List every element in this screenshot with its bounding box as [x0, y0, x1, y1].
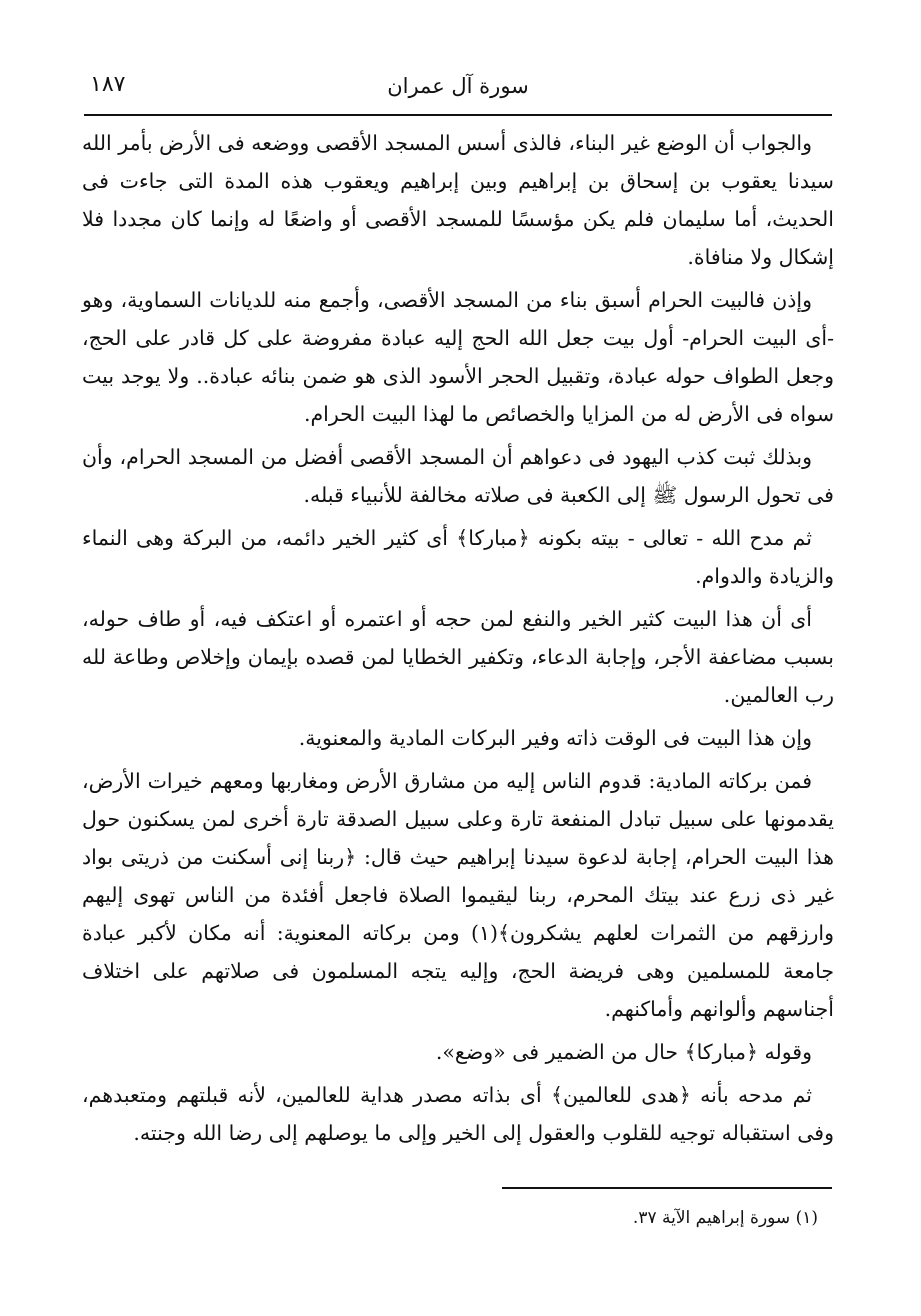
paragraph: ثم مدحه بأنه ﴿هدى للعالمين﴾ أى بذاته مصدر هداية للعالمين، لأنه قبلتهم ومتعبدهم، وفى استقباله توجيه للقلوب والعقول إلى الخير وإلى ما يوصلهم إلى رضا الله وجنته.: [82, 1083, 834, 1145]
paragraph: وبذلك ثبت كذب اليهود فى دعواهم أن المسجد الأقصى أفضل من المسجد الحرام، وأن فى تحول الرسول ﷺ إلى الكعبة فى صلاته مخالفة للأنبياء قبله.: [82, 445, 834, 507]
surah-title: سورة آل عمران: [387, 74, 529, 98]
paragraph: وإن هذا البيت فى الوقت ذاته وفير البركات المادية والمعنوية.: [298, 726, 812, 750]
paragraph: وقوله ﴿مباركا﴾ حال من الضمير فى «وضع».: [435, 1040, 812, 1064]
paragraph: والجواب أن الوضع غير البناء، فالذى أسس المسجد الأقصى ووضعه فى الأرض بأمر الله سيدنا يعقوب بن إسحاق بن إبراهيم وبين إبراهيم ويعقوب هذه المدة التى جاءت فى الحديث، أما سليمان فلم يكن مؤسسًا للمسجد الأقصى أو واضعًا له وإنما كان مجددا فلا إشكال ولا منافاة.: [82, 131, 834, 269]
page-number: ١٨٧: [90, 72, 126, 97]
page-body: [82, 124, 834, 1157]
paragraph: ثم مدح الله - تعالى - بيته بكونه ﴿مباركا﴾ أى كثير الخير دائمه، من البركة وهى النماء والزيادة والدوام.: [82, 526, 834, 588]
footnote: (١) سورة إبراهيم الآية ٣٧.: [632, 1208, 818, 1228]
paragraph: وإذن فالبيت الحرام أسبق بناء من المسجد الأقصى، وأجمع منه للديانات السماوية، وهو -أى البيت الحرام- أول بيت جعل الله الحج إليه عبادة مفروضة على كل قادر على الحج، وجعل الطواف حوله عبادة، وتقبيل الحجر الأسود الذى هو ضمن بنائه عبادة.. ولا يوجد بيت سواه فى الأرض له من المزايا والخصائص ما لهذا البيت الحرام.: [82, 288, 834, 426]
paragraph: فمن بركاته المادية: قدوم الناس إليه من مشارق الأرض ومغاربها ومعهم خيرات الأرض، يقدمونها على سبيل تبادل المنفعة تارة وعلى سبيل الصدقة تارة أخرى لمن يسكنون حول هذا البيت الحرام، إجابة لدعوة سيدنا إبراهيم حيث قال: ﴿ربنا إنى أسكنت من ذريتى بواد غير ذى زرع عند بيتك المحرم، ربنا ليقيموا الصلاة فاجعل أفئدة من الناس تهوى إليهم وارزقهم من الثمرات لعلهم يشكرون﴾(١) ومن بركاته المعنوية: أنه مكان لأكبر عبادة جامعة للمسلمين وهى فريضة الحج، وإليه يتجه المسلمون فى صلاتهم على اختلاف أجناسهم وألوانهم وأماكنهم.: [82, 769, 834, 1021]
page-header: [84, 70, 832, 116]
footnote-divider: [502, 1187, 832, 1189]
paragraph: أى أن هذا البيت كثير الخير والنفع لمن حجه أو اعتمره أو اعتكف فيه، أو طاف حوله، بسبب مضاعفة الأجر، وإجابة الدعاء، وتكفير الخطايا لمن قصده بإيمان وإخلاص وطاعة لله رب العالمين.: [82, 607, 834, 707]
